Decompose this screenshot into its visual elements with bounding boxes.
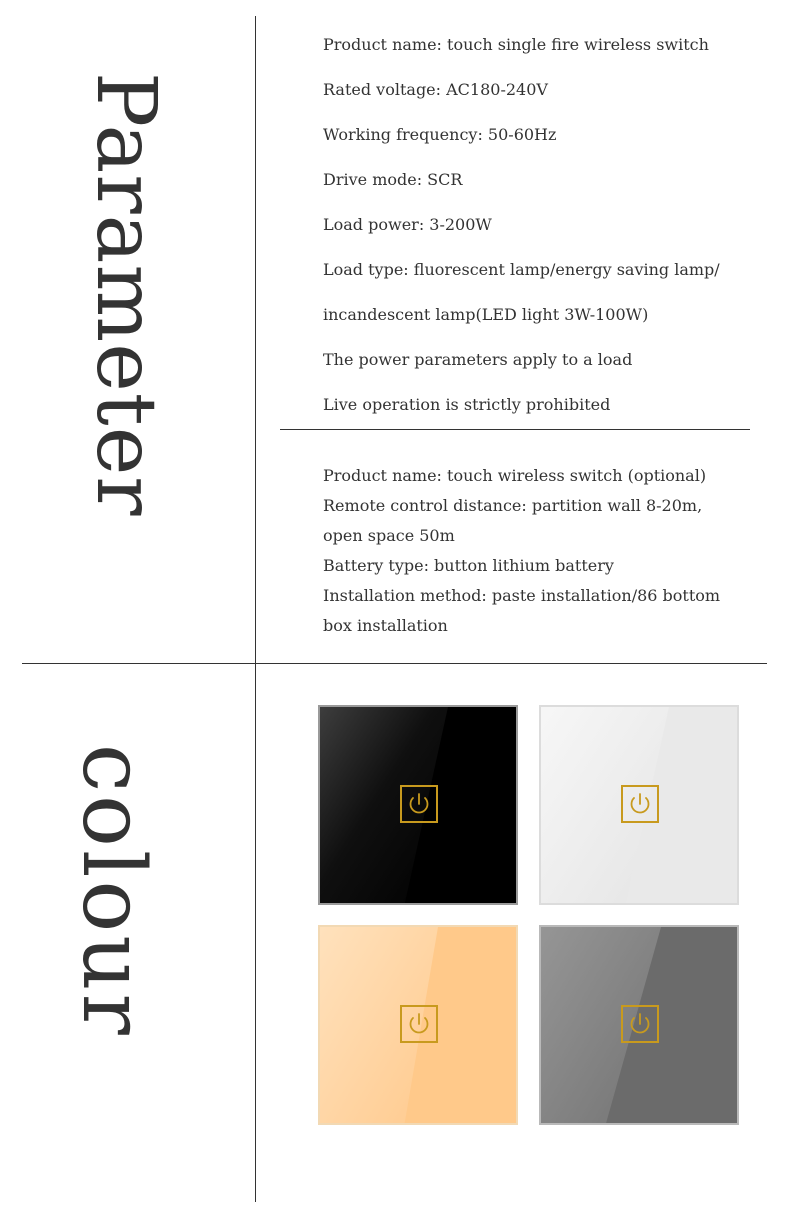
power-icon [400, 785, 438, 823]
switch-panel-grey [539, 925, 739, 1125]
section-divider [22, 663, 767, 664]
switch-panel-gold [318, 925, 518, 1125]
optional-remote-list [323, 461, 720, 641]
power-icon [621, 1005, 659, 1043]
opt-remote-distance: Remote control distance: partition wall 8-20m, [323, 496, 703, 515]
spec-rated-voltage: Rated voltage: AC180-240V [323, 80, 548, 99]
spec-working-frequency: Working frequency: 50-60Hz [323, 125, 557, 144]
spec-power-note: The power parameters apply to a load [323, 350, 633, 369]
spec-load-type-continued: incandescent lamp(LED light 3W-100W) [323, 305, 649, 324]
power-icon [400, 1005, 438, 1043]
colour-heading: colour [63, 744, 163, 1038]
spec-product-name: Product name: touch single fire wireless switch [323, 35, 709, 54]
power-icon [621, 785, 659, 823]
spec-load-type: Load type: fluorescent lamp/energy saving lamp/ [323, 260, 720, 279]
parameter-list [323, 30, 720, 435]
parameter-heading: Parameter [78, 72, 173, 517]
spec-drive-mode: Drive mode: SCR [323, 170, 463, 189]
opt-product-name: Product name: touch wireless switch (optional) [323, 466, 707, 485]
spec-load-power: Load power: 3-200W [323, 215, 492, 234]
vertical-divider [255, 16, 256, 1202]
opt-installation-method-continued: box installation [323, 616, 448, 635]
switch-panel-black [318, 705, 518, 905]
spec-safety-warning: Live operation is strictly prohibited [323, 395, 611, 414]
opt-remote-distance-continued: open space 50m [323, 526, 455, 545]
opt-installation-method: Installation method: paste installation/86 bottom [323, 586, 721, 605]
switch-panel-white [539, 705, 739, 905]
opt-battery-type: Battery type: button lithium battery [323, 556, 614, 575]
